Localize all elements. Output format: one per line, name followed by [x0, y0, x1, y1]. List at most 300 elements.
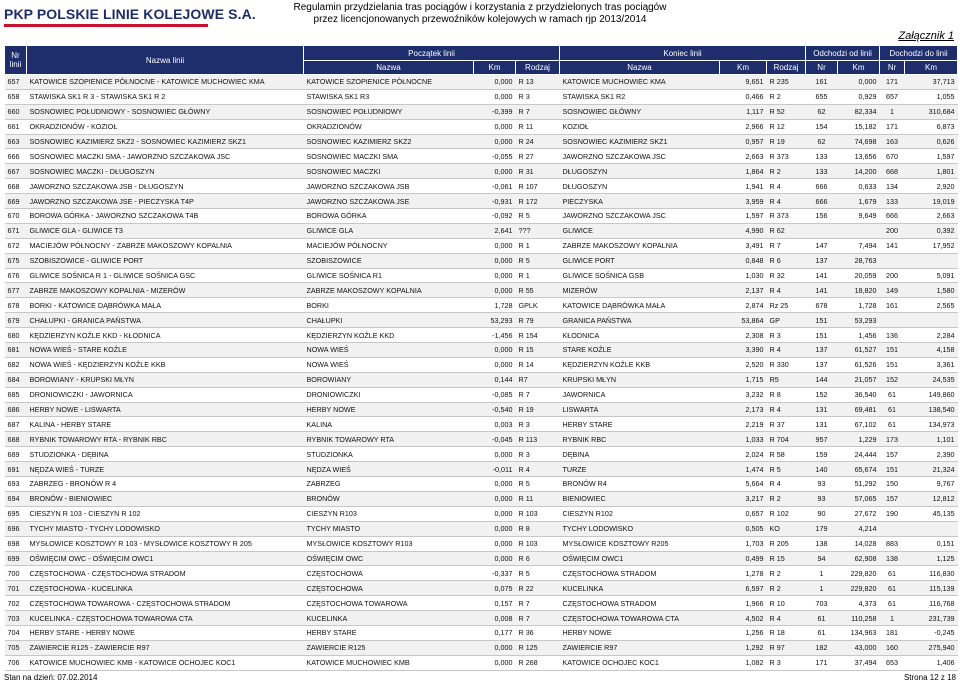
cell-end-km: 2,219	[720, 417, 767, 432]
cell-end-km: 4,990	[720, 223, 767, 238]
cell-nazwa-linii: DRONIOWICZKI - JAWORNICA	[27, 387, 304, 402]
cell-end-nazwa: KOZIOŁ	[560, 119, 720, 134]
cell-odch-km	[838, 223, 880, 238]
table-row	[5, 447, 958, 462]
cell-nr-linii: 675	[5, 253, 27, 268]
cell-odch-nr: 182	[806, 640, 838, 655]
cell-end-km: 2,024	[720, 447, 767, 462]
cell-end-km: 0,848	[720, 253, 767, 268]
cell-odch-nr: 62	[806, 104, 838, 119]
cell-end-nazwa: STAWISKA SK1 R2	[560, 89, 720, 104]
cell-end-nazwa: RYBNIK RBC	[560, 432, 720, 447]
cell-doch-km: 149,860	[905, 387, 958, 402]
cell-odch-nr: 151	[806, 328, 838, 343]
cell-doch-km: 24,535	[905, 372, 958, 387]
cell-start-nazwa: NĘDZA WIEŚ	[304, 462, 474, 477]
cell-start-nazwa: JAWORZNO SZCZAKOWA JSE	[304, 194, 474, 209]
cell-odch-km: 53,293	[838, 313, 880, 328]
footer-page-number: Strona 12 z 18	[903, 673, 956, 682]
cell-doch-nr: 61	[880, 581, 905, 596]
table-row	[5, 328, 958, 343]
cell-end-rodzaj: R 5	[767, 462, 806, 477]
cell-doch-nr	[880, 313, 905, 328]
cell-doch-km	[905, 521, 958, 536]
cell-start-nazwa: NOWA WIEŚ	[304, 357, 474, 372]
cell-doch-nr: 151	[880, 357, 905, 372]
cell-end-rodzaj: R 4	[767, 283, 806, 298]
cell-odch-nr: 151	[806, 313, 838, 328]
cell-start-nazwa: GLIWICE SOŚNICA R1	[304, 268, 474, 283]
table-row	[5, 283, 958, 298]
cell-start-nazwa: NOWA WIEŚ	[304, 343, 474, 358]
table-row	[5, 164, 958, 179]
cell-doch-km: 2,565	[905, 298, 958, 313]
cell-end-km: 0,957	[720, 134, 767, 149]
cell-doch-km: 5,091	[905, 268, 958, 283]
cell-doch-nr: 61	[880, 566, 905, 581]
cell-start-rodzaj: R 13	[516, 75, 560, 90]
cell-start-km: 0,157	[474, 596, 516, 611]
cell-start-rodzaj: R 1	[516, 268, 560, 283]
cell-odch-nr: 1	[806, 566, 838, 581]
cell-start-rodzaj: ???	[516, 223, 560, 238]
cell-doch-nr: 670	[880, 149, 905, 164]
subheader-doch-nr: Nr	[880, 61, 905, 75]
cell-nazwa-linii: SZOBISZOWICE - GLIWICE PORT	[27, 253, 304, 268]
cell-end-rodzaj: R 704	[767, 432, 806, 447]
table-row	[5, 89, 958, 104]
cell-end-nazwa: JAWORZNO SZCZAKOWA JSC	[560, 209, 720, 224]
cell-doch-km: 1,580	[905, 283, 958, 298]
cell-end-nazwa: DŁUGOSZYN	[560, 179, 720, 194]
cell-nr-linii: 686	[5, 402, 27, 417]
cell-start-rodzaj: R 14	[516, 357, 560, 372]
cell-nazwa-linii: STUDZIONKA - DĘBINA	[27, 447, 304, 462]
cell-start-rodzaj: R 268	[516, 655, 560, 670]
cell-doch-km: 9,767	[905, 477, 958, 492]
table-row	[5, 432, 958, 447]
cell-end-rodzaj: R 373	[767, 209, 806, 224]
cell-nr-linii: 706	[5, 655, 27, 670]
cell-start-km: 0,000	[474, 521, 516, 536]
cell-start-km: 0,000	[474, 491, 516, 506]
cell-start-rodzaj: R 172	[516, 194, 560, 209]
cell-doch-km: 3,361	[905, 357, 958, 372]
cell-start-km: 0,000	[474, 283, 516, 298]
cell-odch-km: 229,820	[838, 566, 880, 581]
cell-nr-linii: 681	[5, 343, 27, 358]
cell-end-nazwa: JAWORNICA	[560, 387, 720, 402]
annex-label: Załącznik 1	[898, 30, 954, 42]
cell-start-nazwa: ZABRZEG	[304, 477, 474, 492]
cell-doch-nr: 157	[880, 447, 905, 462]
cell-start-nazwa: KATOWICE MUCHOWIEC KMB	[304, 655, 474, 670]
cell-doch-nr: 61	[880, 402, 905, 417]
cell-odch-nr: 666	[806, 194, 838, 209]
cell-start-nazwa: SOSNOWIEC POŁUDNIOWY	[304, 104, 474, 119]
cell-odch-nr: 152	[806, 387, 838, 402]
cell-end-rodzaj: R5	[767, 372, 806, 387]
cell-end-km: 0,505	[720, 521, 767, 536]
cell-doch-km: 45,135	[905, 506, 958, 521]
cell-doch-nr: 133	[880, 194, 905, 209]
cell-odch-km: 67,102	[838, 417, 880, 432]
cell-odch-km: 14,200	[838, 164, 880, 179]
cell-end-km: 1,117	[720, 104, 767, 119]
cell-nazwa-linii: NOWA WIEŚ - KĘDZIERZYN KOŹLE KKB	[27, 357, 304, 372]
cell-doch-km: 1,597	[905, 149, 958, 164]
cell-end-km: 2,663	[720, 149, 767, 164]
cell-end-rodzaj: R 8	[767, 387, 806, 402]
cell-end-nazwa: MIZERÓW	[560, 283, 720, 298]
subheader-end-km: Km	[720, 61, 767, 75]
cell-odch-km: 24,444	[838, 447, 880, 462]
cell-start-rodzaj: R 55	[516, 283, 560, 298]
cell-start-km: 0,000	[474, 551, 516, 566]
cell-start-nazwa: STAWISKA SK1 R3	[304, 89, 474, 104]
cell-end-rodzaj: R 2	[767, 164, 806, 179]
cell-start-rodzaj: R7	[516, 372, 560, 387]
cell-nr-linii: 684	[5, 372, 27, 387]
table-row	[5, 75, 958, 90]
cell-end-rodzaj: R 12	[767, 119, 806, 134]
table-body	[5, 75, 958, 671]
cell-odch-km: 13,656	[838, 149, 880, 164]
cell-odch-km: 1,229	[838, 432, 880, 447]
cell-doch-nr: 666	[880, 209, 905, 224]
cell-nr-linii: 670	[5, 209, 27, 224]
cell-doch-km: 2,920	[905, 179, 958, 194]
cell-nr-linii: 677	[5, 283, 27, 298]
cell-doch-nr: 61	[880, 417, 905, 432]
cell-start-km: 0,000	[474, 75, 516, 90]
cell-end-km: 6,597	[720, 581, 767, 596]
cell-end-nazwa: KRUPSKI MŁYN	[560, 372, 720, 387]
cell-end-rodzaj: R 2	[767, 566, 806, 581]
cell-end-nazwa: KATOWICE OCHOJEC KOC1	[560, 655, 720, 670]
cell-nr-linii: 679	[5, 313, 27, 328]
cell-start-nazwa: KALINA	[304, 417, 474, 432]
cell-start-km: 0,003	[474, 417, 516, 432]
cell-end-rodzaj: R 373	[767, 149, 806, 164]
subheader-start-nazwa: Nazwa	[304, 61, 474, 75]
cell-doch-km: 0,151	[905, 536, 958, 551]
cell-start-rodzaj: R 7	[516, 596, 560, 611]
cell-doch-nr: 883	[880, 536, 905, 551]
cell-nazwa-linii: ZABRZEG - BRONÓW R 4	[27, 477, 304, 492]
table-row	[5, 119, 958, 134]
cell-start-nazwa: BOROWA GÓRKA	[304, 209, 474, 224]
cell-start-km: -0,085	[474, 387, 516, 402]
cell-odch-nr: 171	[806, 655, 838, 670]
cell-start-km: 0,000	[474, 238, 516, 253]
cell-odch-km: 18,820	[838, 283, 880, 298]
cell-end-km: 1,082	[720, 655, 767, 670]
cell-start-rodzaj: R 5	[516, 209, 560, 224]
cell-end-rodzaj: R 102	[767, 506, 806, 521]
cell-end-nazwa: TYCHY LODOWISKO	[560, 521, 720, 536]
cell-doch-nr: 171	[880, 75, 905, 90]
cell-end-km: 3,390	[720, 343, 767, 358]
cell-nazwa-linii: CHAŁUPKI - GRANICA PAŃSTWA	[27, 313, 304, 328]
cell-start-rodzaj: R 11	[516, 119, 560, 134]
header-koniec-linii: Koniec linii	[560, 46, 806, 61]
cell-doch-km: 1,406	[905, 655, 958, 670]
cell-nr-linii: 658	[5, 89, 27, 104]
cell-nazwa-linii: BOROWIANY - KRUPSKI MŁYN	[27, 372, 304, 387]
table-row	[5, 238, 958, 253]
cell-start-km: 0,000	[474, 506, 516, 521]
cell-odch-nr	[806, 223, 838, 238]
cell-odch-nr: 131	[806, 402, 838, 417]
cell-start-nazwa: RYBNIK TOWAROWY RTA	[304, 432, 474, 447]
cell-start-km: 0,000	[474, 357, 516, 372]
cell-odch-nr: 1	[806, 581, 838, 596]
cell-start-km: 0,000	[474, 536, 516, 551]
cell-odch-nr: 957	[806, 432, 838, 447]
cell-start-km: 53,293	[474, 313, 516, 328]
cell-nr-linii: 693	[5, 477, 27, 492]
cell-odch-nr: 655	[806, 89, 838, 104]
cell-nazwa-linii: TYCHY MIASTO - TYCHY LODOWISKO	[27, 521, 304, 536]
cell-nazwa-linii: SOSNOWIEC POŁUDNIOWY - SOSNOWIEC GŁÓWNY	[27, 104, 304, 119]
cell-doch-km: 275,940	[905, 640, 958, 655]
cell-end-nazwa: GRANICA PAŃSTWA	[560, 313, 720, 328]
cell-doch-nr: 61	[880, 387, 905, 402]
cell-end-km: 1,966	[720, 596, 767, 611]
cell-start-rodzaj: R 125	[516, 640, 560, 655]
cell-start-km: -0,061	[474, 179, 516, 194]
cell-odch-km: 0,633	[838, 179, 880, 194]
table-row	[5, 179, 958, 194]
cell-nr-linii: 691	[5, 462, 27, 477]
cell-start-nazwa: JAWORZNO SZCZAKOWA JSB	[304, 179, 474, 194]
cell-end-nazwa: STARE KOŹLE	[560, 343, 720, 358]
cell-nazwa-linii: CIESZYN R 103 - CIESZYN R 102	[27, 506, 304, 521]
cell-end-km: 2,966	[720, 119, 767, 134]
cell-odch-km: 37,494	[838, 655, 880, 670]
cell-end-nazwa: GLIWICE PORT	[560, 253, 720, 268]
cell-nr-linii: 695	[5, 506, 27, 521]
cell-start-rodzaj: R 113	[516, 432, 560, 447]
lines-table	[4, 45, 958, 671]
cell-start-nazwa: TYCHY MIASTO	[304, 521, 474, 536]
cell-start-rodzaj: R 4	[516, 462, 560, 477]
cell-start-rodzaj: R 15	[516, 343, 560, 358]
cell-end-km: 1,030	[720, 268, 767, 283]
cell-end-km: 9,651	[720, 75, 767, 90]
cell-doch-nr: 171	[880, 119, 905, 134]
cell-odch-nr: 703	[806, 596, 838, 611]
cell-odch-km: 134,963	[838, 625, 880, 640]
cell-odch-km: 28,763	[838, 253, 880, 268]
cell-nazwa-linii: KATOWICE MUCHOWIEC KMB - KATOWICE OCHOJEC KOC1	[27, 655, 304, 670]
cell-nr-linii: 689	[5, 447, 27, 462]
cell-start-nazwa: CZĘSTOCHOWA	[304, 566, 474, 581]
cell-start-nazwa: MACIEJÓW PÓŁNOCNY	[304, 238, 474, 253]
cell-start-nazwa: BRONÓW	[304, 491, 474, 506]
cell-start-km: 0,000	[474, 134, 516, 149]
cell-odch-km: 65,674	[838, 462, 880, 477]
cell-doch-km: 116,768	[905, 596, 958, 611]
subheader-odch-km: Km	[838, 61, 880, 75]
document-title	[290, 2, 670, 25]
cell-start-rodzaj: R 107	[516, 179, 560, 194]
cell-start-rodzaj: R 7	[516, 104, 560, 119]
cell-start-nazwa: MYSŁOWICE KOSZTOWY R103	[304, 536, 474, 551]
cell-doch-nr: 1	[880, 611, 905, 626]
cell-end-km: 2,137	[720, 283, 767, 298]
table-row	[5, 209, 958, 224]
table-row	[5, 581, 958, 596]
cell-end-km: 3,491	[720, 238, 767, 253]
table-row	[5, 640, 958, 655]
table-row	[5, 134, 958, 149]
header-dochodzi: Dochodzi do linii	[880, 46, 958, 61]
cell-odch-nr: 161	[806, 75, 838, 90]
cell-doch-km: 1,125	[905, 551, 958, 566]
table-row	[5, 268, 958, 283]
cell-doch-km: 12,812	[905, 491, 958, 506]
cell-odch-km: 110,258	[838, 611, 880, 626]
cell-end-rodzaj: R 4	[767, 477, 806, 492]
cell-odch-nr: 156	[806, 209, 838, 224]
cell-end-nazwa: ZABRZE MAKOSZOWY KOPALNIA	[560, 238, 720, 253]
cell-odch-nr: 94	[806, 551, 838, 566]
cell-end-km: 1,864	[720, 164, 767, 179]
subheader-start-rodzaj: Rodzaj	[516, 61, 560, 75]
subheader-odch-nr: Nr	[806, 61, 838, 75]
cell-odch-nr: 62	[806, 134, 838, 149]
cell-start-nazwa: CZĘSTOCHOWA	[304, 581, 474, 596]
cell-odch-km: 21,057	[838, 372, 880, 387]
cell-nr-linii: 701	[5, 581, 27, 596]
cell-odch-nr: 137	[806, 253, 838, 268]
cell-end-km: 1,715	[720, 372, 767, 387]
cell-odch-nr: 133	[806, 149, 838, 164]
table-row	[5, 104, 958, 119]
cell-end-km: 1,941	[720, 179, 767, 194]
cell-start-rodzaj: R 3	[516, 447, 560, 462]
cell-start-rodzaj: R 103	[516, 506, 560, 521]
table-row	[5, 506, 958, 521]
cell-end-km: 1,292	[720, 640, 767, 655]
cell-start-nazwa: STUDZIONKA	[304, 447, 474, 462]
cell-start-rodzaj: R 154	[516, 328, 560, 343]
table-row	[5, 357, 958, 372]
table-row	[5, 372, 958, 387]
cell-doch-km	[905, 253, 958, 268]
cell-start-rodzaj: R 19	[516, 402, 560, 417]
cell-odch-nr: 133	[806, 164, 838, 179]
cell-nazwa-linii: OŚWIĘCIM OWC - OŚWIĘCIM OWC1	[27, 551, 304, 566]
cell-start-nazwa: ZAWIERCIE R125	[304, 640, 474, 655]
cell-nr-linii: 704	[5, 625, 27, 640]
cell-odch-nr: 137	[806, 357, 838, 372]
cell-end-km: 0,466	[720, 89, 767, 104]
cell-end-rodzaj: R 58	[767, 447, 806, 462]
cell-start-km: 0,000	[474, 89, 516, 104]
cell-odch-nr: 147	[806, 238, 838, 253]
cell-doch-nr: 151	[880, 343, 905, 358]
cell-end-nazwa: JAWORZNO SZCZAKOWA JSC	[560, 149, 720, 164]
cell-end-nazwa: CZĘSTOCHOWA STRADOM	[560, 596, 720, 611]
cell-start-nazwa: KATOWICE SZOPIENICE PÓŁNOCNE	[304, 75, 474, 90]
cell-start-nazwa: ZABRZE MAKOSZOWY KOPALNIA	[304, 283, 474, 298]
cell-odch-nr: 140	[806, 462, 838, 477]
cell-doch-km: -0,245	[905, 625, 958, 640]
cell-nazwa-linii: GLIWICE SOŚNICA R 1 - GLIWICE SOŚNICA GSC	[27, 268, 304, 283]
cell-odch-km: 69,481	[838, 402, 880, 417]
cell-odch-nr: 131	[806, 417, 838, 432]
table-row	[5, 596, 958, 611]
cell-end-nazwa: ZAWIERCIE R97	[560, 640, 720, 655]
cell-start-rodzaj: GPLK	[516, 298, 560, 313]
cell-end-nazwa: DĘBINA	[560, 447, 720, 462]
cell-nr-linii: 687	[5, 417, 27, 432]
table-row	[5, 313, 958, 328]
cell-end-rodzaj: R 7	[767, 238, 806, 253]
cell-end-nazwa: GLIWICE SOŚNICA GSB	[560, 268, 720, 283]
cell-nazwa-linii: STAWISKA SK1 R 3 - STAWISKA SK1 R 2	[27, 89, 304, 104]
cell-start-rodzaj: R 31	[516, 164, 560, 179]
cell-nr-linii: 703	[5, 611, 27, 626]
cell-nr-linii: 694	[5, 491, 27, 506]
cell-odch-nr: 154	[806, 119, 838, 134]
cell-end-rodzaj: R 205	[767, 536, 806, 551]
cell-start-km: 0,000	[474, 655, 516, 670]
table-row	[5, 655, 958, 670]
cell-nazwa-linii: MYSŁOWICE KOSZTOWY R 103 - MYSŁOWICE KOSZTOWY R 205	[27, 536, 304, 551]
cell-odch-km: 14,028	[838, 536, 880, 551]
table-row	[5, 462, 958, 477]
cell-odch-km: 20,059	[838, 268, 880, 283]
cell-doch-km: 134,973	[905, 417, 958, 432]
cell-start-km: 0,000	[474, 253, 516, 268]
cell-nazwa-linii: SOSNOWIEC KAZIMIERZ SKZ2 - SOSNOWIEC KAZIMIERZ SKZ1	[27, 134, 304, 149]
cell-start-km: 0,144	[474, 372, 516, 387]
cell-doch-km: 310,684	[905, 104, 958, 119]
cell-nazwa-linii: BOROWA GÓRKA - JAWORZNO SZCZAKOWA T4B	[27, 209, 304, 224]
cell-start-rodzaj: R 3	[516, 89, 560, 104]
cell-odch-nr: 159	[806, 447, 838, 462]
cell-odch-km: 1,456	[838, 328, 880, 343]
cell-doch-km: 116,830	[905, 566, 958, 581]
cell-nazwa-linii: JAWORZNO SZCZAKOWA JSB - DŁUGOSZYN	[27, 179, 304, 194]
cell-end-rodzaj: R 15	[767, 551, 806, 566]
cell-end-rodzaj: R 235	[767, 75, 806, 90]
header-poczatek-linii: Początek linii	[304, 46, 560, 61]
footer-date: Stan na dzień: 07.02.2014	[4, 673, 98, 682]
cell-nr-linii: 702	[5, 596, 27, 611]
cell-end-nazwa: CZĘSTOCHOWA TOWAROWA CTA	[560, 611, 720, 626]
cell-nr-linii: 685	[5, 387, 27, 402]
cell-odch-km: 62,908	[838, 551, 880, 566]
cell-nazwa-linii: SOSNOWIEC MACZKI - DŁUGOSZYN	[27, 164, 304, 179]
subheader-start-km: Km	[474, 61, 516, 75]
table-row	[5, 149, 958, 164]
cell-nazwa-linii: BRONÓW - BIENIOWIEC	[27, 491, 304, 506]
cell-nazwa-linii: NOWA WIEŚ - STARE KOŹLE	[27, 343, 304, 358]
cell-end-km: 1,703	[720, 536, 767, 551]
cell-doch-km: 6,873	[905, 119, 958, 134]
subheader-doch-km: Km	[905, 61, 958, 75]
cell-start-nazwa: BOROWIANY	[304, 372, 474, 387]
cell-doch-nr: 668	[880, 164, 905, 179]
cell-start-nazwa: HERBY NOWE	[304, 402, 474, 417]
cell-odch-km: 61,527	[838, 343, 880, 358]
cell-odch-nr: 678	[806, 298, 838, 313]
